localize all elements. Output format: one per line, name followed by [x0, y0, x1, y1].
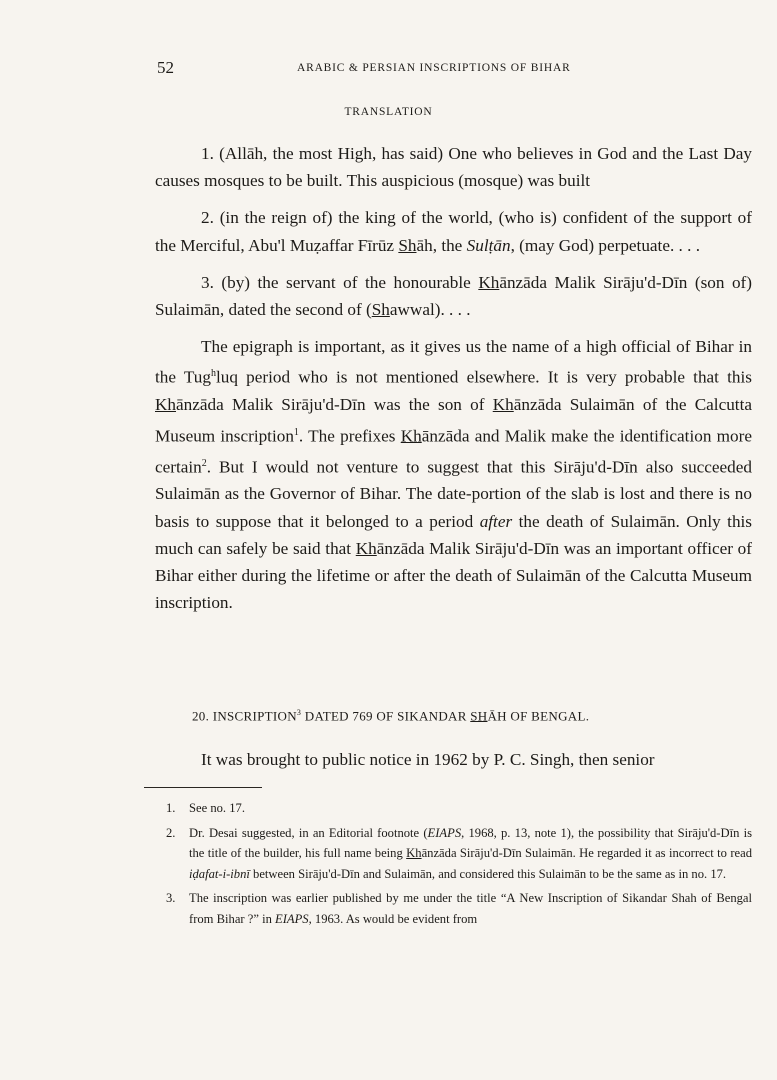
footnote-2: 2. Dr. Desai suggested, in an Editorial footnote (EIAPS, 1968, p. 13, note 1), the possibility that Sirāju'd-Dīn is the title of the builder, his full name being Khānzāda Sirāju'd-Dīn Sulaimān. He regarded it as incorrect to read iḍafat-i-ibnī between Sirāju'd-Dīn and Sulaimān, and considered this Sulaimān to be the same as in no. 17. — [166, 825, 752, 881]
section-title: TRANSLATION — [344, 106, 433, 118]
footnote-ref-3[interactable]: 3 — [296, 708, 302, 717]
page-header — [157, 58, 752, 82]
epigraph-paragraph: The epigraph is important, as it gives us the name of a high official of Bihar in the Tug$^h$luq period who is not mentioned elsewhere. It is very probable that this Khānzāda Malik Sirāju'd-Dīn was the son of Khānzāda Sulaimān of the Calcutta Museum inscription$^1$. The prefixes Khānzāda and Malik make the identification more certain$^2$. But I would not venture to suggest that this Sirāju'd-Dīn also succeeded Sulaimān as the Governor of Bihar. The date-portion of the slab is lost and there is no basis to suppose that it belonged to a period after the death of Sulaimān. Only this much can safely be said that Khānzāda Malik Sirāju'd-Dīn was an important officer of Bihar either during the lifetime or after the death of Sulaimān of the Calcutta Museum inscription. — [155, 337, 753, 613]
running-head: ARABIC & PERSIAN INSCRIPTIONS OF BIHAR — [297, 62, 571, 74]
footnote-3: 3. The inscription was earlier published by me under the title “A New Inscription of Sikandar Shah of Bengal from Bihar ?” in EIAPS, 1963. As would be evident from — [166, 891, 752, 926]
continuation-paragraph: It was brought to public notice in 1962 by P. C. Singh, then senior — [201, 750, 655, 769]
translation-line-3: 3. (by) the servant of the honourable Khānzāda Malik Sirāju'd-Dīn (son of) Sulaimān, dated the second of (Shawwal). . . . — [155, 272, 752, 320]
inscription-20-heading: 20. INSCRIPTION$^3$ DATED 769 OF SIKANDAR SHĀH OF BENGAL. — [192, 708, 590, 724]
footnote-1: 1. See no. 17. — [166, 801, 245, 815]
page-number: 52 — [157, 58, 174, 77]
footnote-ref-1[interactable]: 1 — [293, 426, 299, 438]
footnote-ref-2[interactable]: 2 — [201, 457, 207, 469]
body-text — [155, 140, 752, 616]
translation-line-2: 2. (in the reign of) the king of the world, (who is) confident of the support of the Merciful, Abu'l Muẓaffar Fīrūz Shāh, the Sulṭān, (may God) perpetuate. . . . — [155, 208, 752, 255]
footnote-divider — [144, 787, 262, 788]
translation-line-1: 1. (Allāh, the most High, has said) One who believes in God and the Last Day causes mosques to be built. This auspicious (mosque) was built — [155, 144, 752, 191]
footnotes — [166, 798, 752, 933]
